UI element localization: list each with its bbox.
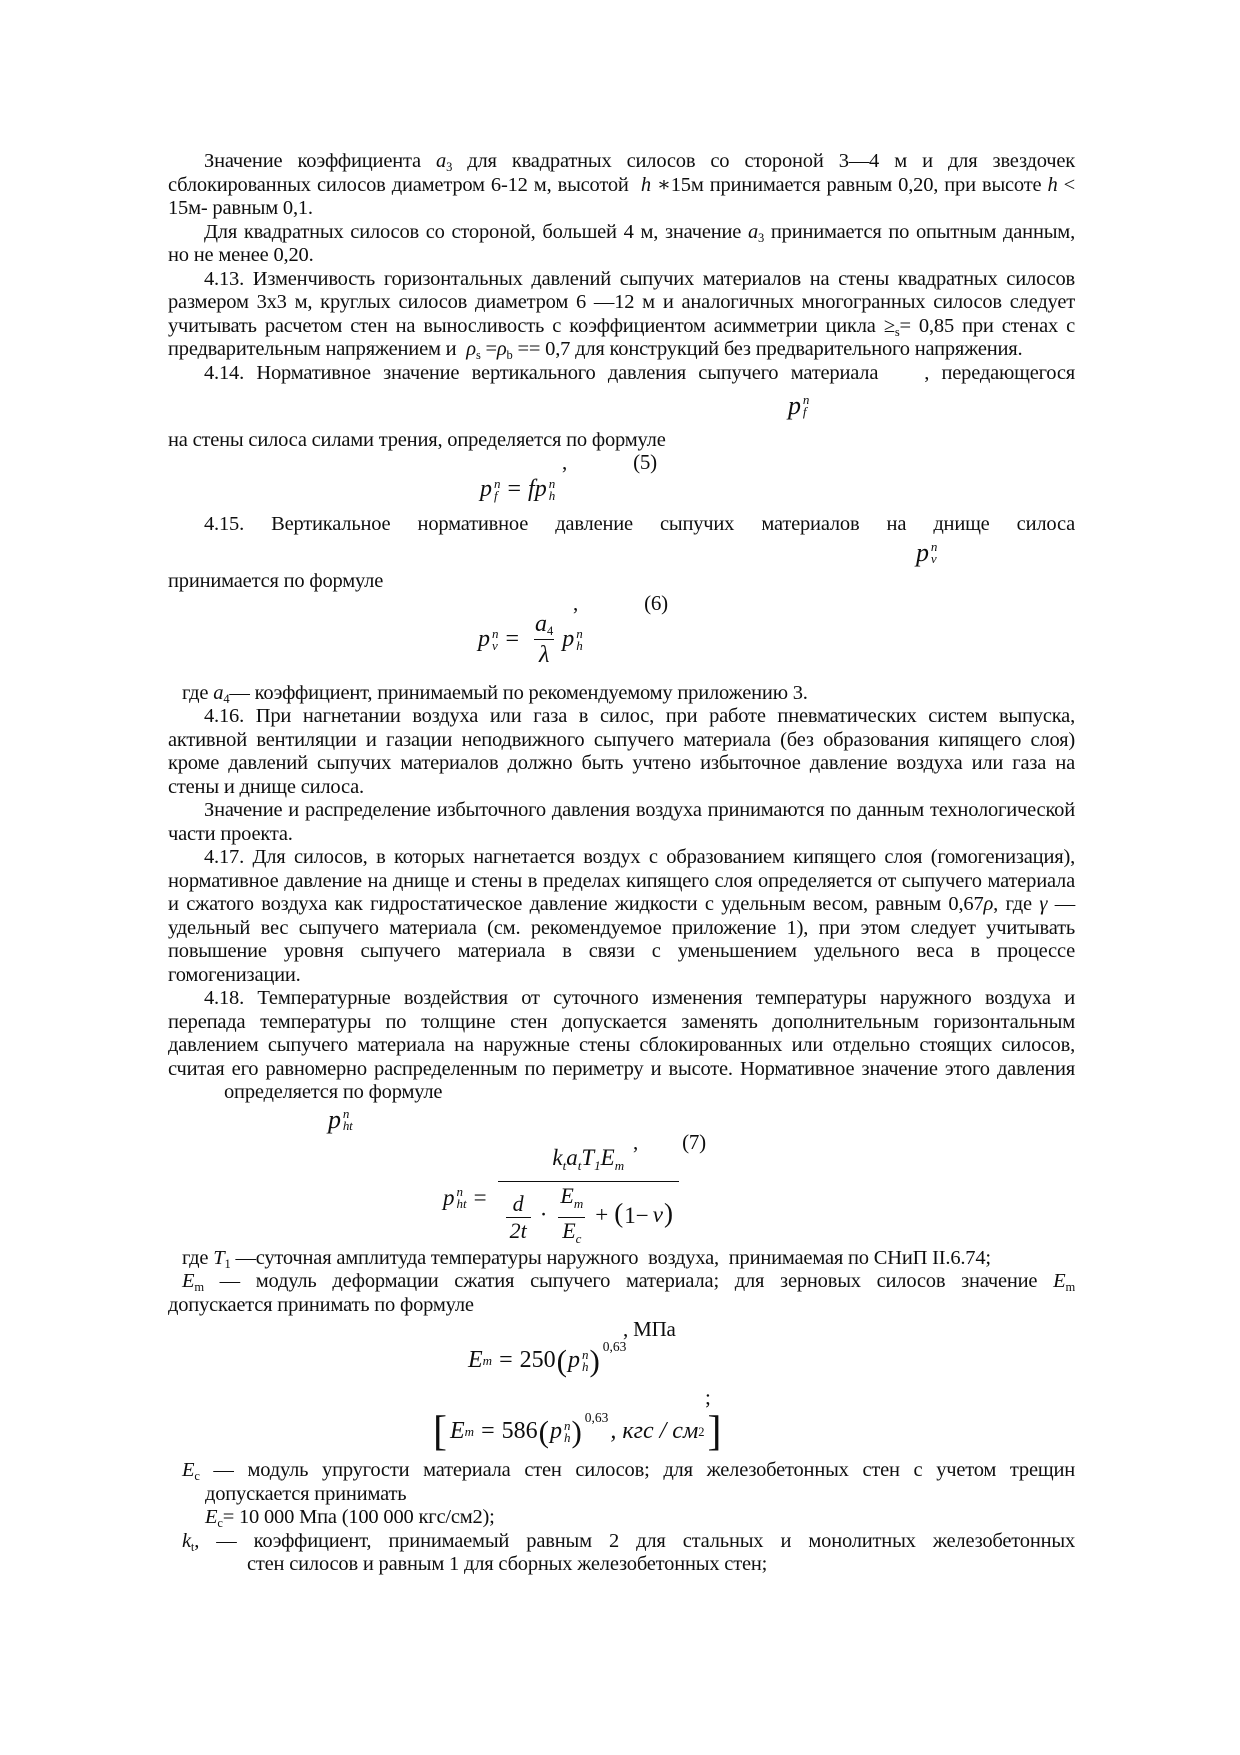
text-run: = 10 000 Мпа (100 000 кгс/см2); [222,1506,495,1528]
comma: , [633,1130,639,1154]
var-E: E [1053,1270,1066,1292]
script-stack [582,1349,589,1373]
paragraph-a3-square-silos [168,221,1075,268]
denominator [558,1217,585,1251]
text-gap [168,1096,224,1098]
text-run: Значение коэффициента [204,150,437,172]
text-run: ∗15м принимается равным 0,20, при высоте [650,173,1048,196]
var-E: E [450,1418,465,1445]
var-p: p [562,625,575,652]
text-run: — модуль деформации сжатия сыпучего материала; для зерновых силосов значение [203,1270,1054,1292]
equals-sign: = [505,625,520,652]
fraction-Em-Ec [556,1184,587,1251]
sub-4: 4 [547,624,554,638]
sup-n: n [456,1183,463,1199]
var-rho: ρ [983,893,994,915]
script-stack [342,1105,353,1133]
text-run: == 0,7 для конструкций без предварительного напряжения. [512,338,1023,360]
fraction-a4-lambda [530,611,558,668]
sub-s: s [475,348,481,362]
text-run: 4.15. Вертикальное нормативное давление сыпучих материалов на днище силоса [204,512,1075,535]
sub-t: t [562,1157,567,1173]
sup-n: n [930,539,938,554]
var-p: p [478,625,490,652]
var-p: p [549,1418,562,1445]
paragraph-4-13 [168,268,1075,362]
sub-3: 3 [446,160,453,174]
equals-sign: = [499,1347,513,1374]
var-a: a [535,611,548,637]
numerator [547,1145,629,1181]
formula-number: (5) [633,450,657,474]
paragraph-pv-continuation [168,570,1075,594]
unit-kgs-cm: , кгс / см [610,1418,699,1445]
var-T: T [581,1144,595,1170]
var-d: d [512,1190,524,1216]
formula-9-label [168,1384,1075,1409]
sub-t: t [577,1157,582,1173]
paragraph-4-15 [168,513,1075,537]
var-a: a [566,1144,578,1170]
number-586: 586 [501,1418,538,1445]
sub-f: f [494,487,498,503]
var-a: a [747,220,759,243]
var-E: E [205,1506,218,1528]
text-run: на стены силоса силами трения, определяется по формуле [168,429,666,451]
equals-sign: = [481,1418,495,1445]
text-run: принимается по формуле [168,570,384,592]
text-run: где [182,681,214,704]
var-p: p [567,1347,580,1374]
paragraph-4-17 [168,846,1075,987]
sup-n: n [492,625,499,641]
sup-n: n [548,475,556,491]
sub-h: h [563,1430,571,1445]
text-run: принимается по опытным данным, но не менее 0,20. [168,220,1075,266]
var-T: T [213,1246,225,1269]
formula-5 [480,473,1075,507]
equals-sign: = [473,1184,487,1210]
fraction-main [498,1145,679,1251]
multiply-dot: · [539,1202,548,1228]
text-run: 4.16. При нагнетании воздуха или газа в силос, при работе пневматических систем выпуска, активной вентиляции и газации неподвижного сыпучего материала (без образования кипящего слоя) кроме давлений сыпучих материалов должно быть учтено избыточное давление воздуха или газа на стены и днище силоса. [168,705,1075,798]
paragraph-kt-definition [182,1529,1075,1554]
var-p: p [328,1104,341,1134]
numerator [556,1184,587,1217]
denominator [506,1217,531,1243]
denominator [534,639,554,668]
sub-m: m [573,1195,584,1211]
exponent: 0,63 [584,1410,609,1426]
text-run: определяется по формуле [224,1081,443,1103]
var-rho: ρ [496,338,507,360]
paragraph-excess-pressure [168,799,1075,846]
sub-m: m [464,1424,475,1440]
script-stack [456,1183,467,1211]
paragraph-kt-definition-continuation [247,1553,1075,1577]
script-stack [494,475,501,503]
text-run: —суточная амплитуда температуры наружного воздуха, принимаемая по СНиП II.6.74; [230,1246,991,1269]
var-a: a [213,681,224,704]
text-run: = [480,338,497,360]
paragraph-a3-coefficient [168,150,1075,221]
fraction-d-2t [506,1192,531,1243]
comma: , [573,591,579,615]
var-gamma: γ [1039,893,1048,915]
sub-v: v [492,637,498,653]
var-nu: ν [652,1202,663,1228]
sub-m: m [1065,1280,1075,1294]
paragraph-where-T1 [168,1247,1075,1271]
paragraph-Em-definition [168,1270,1075,1294]
var-p: p [443,1184,455,1210]
sub-m: m [482,1353,493,1369]
var-gte: ≥ [883,314,895,337]
formula-6 [478,612,1075,668]
text-gap [878,377,924,379]
var-k: k [182,1529,191,1552]
sub-m: m [194,1280,204,1294]
number-250: 250 [519,1347,556,1374]
var-h: h [640,173,651,196]
text-run: 4.18. Температурные воздействия от суточного изменения температуры наружного воздуха и перепада температуры по толщине стен допускается заменять дополнительным горизонтальным давлением сыпучего материала на наружные стены сблокированных или отдельно стоящих силосов, считая его равномерно распределенным по периметру и высоте. Нормативное значение этого давления [168,987,1075,1080]
sub-1: 1 [594,1157,601,1173]
script-stack [931,541,937,565]
paragraph-Em-definition-continuation [168,1294,1075,1318]
sup-n: n [494,475,501,491]
sup-n: n [576,625,583,641]
formula-5-label [168,450,1075,475]
sup-n: n [342,1105,350,1121]
sub-h: h [548,487,556,503]
sub-f: f [802,404,807,419]
sub-1: 1 [224,1256,231,1271]
var-h: h [1047,173,1058,196]
symbol-pv [916,536,1075,570]
sub-c: c [217,1516,223,1530]
text-run: , — коэффициент, принимаемый равным 2 для стальных и монолитных железобетонных [194,1529,1075,1552]
formula-number: (7) [682,1130,706,1154]
text-run: для квадратных силосов со стороной 3—4 м и для звездочек сблокированных силосов диаметром 6-12 м, высотой [168,150,1075,196]
semicolon: ; [705,1384,711,1409]
symbol-pf [788,387,1075,425]
var-E: E [560,1182,574,1208]
var-E: E [182,1270,195,1292]
plus-sign: + [595,1202,609,1228]
sub-c: c [575,1230,582,1246]
text-run: 4.14. Нормативное значение вертикального давления сыпучего материала [204,361,879,384]
text-run: допускается принимать по формуле [168,1293,474,1316]
sup-n: n [563,1418,571,1433]
sup-n: n [581,1347,589,1362]
sub-b: b [506,348,513,362]
sub-h: h [581,1359,589,1374]
numerator [530,611,558,639]
paragraph-Ec-value [205,1506,1075,1530]
sub-ht: ht [456,1195,467,1211]
text-run: = 0,85 при стенах с предварительным напряжением и [168,314,1075,360]
var-p: p [788,391,801,421]
text-run: 4.13. Изменчивость горизонтальных давлений сыпучих материалов на стены квадратных силосов размером 3х3 м, круглых силосов диаметром 6 —12 м и аналогичных многогранных силосов следует учитывать расчетом стен на выносливость с коэффициентом асимметрии цикла [168,267,1075,337]
paragraph-4-18 [168,987,1075,1105]
sup-n: n [802,392,810,407]
formula-7 [443,1144,1075,1246]
text-run: , передающегося [924,361,1075,384]
var-2t: 2t [509,1217,527,1243]
script-stack [548,475,556,503]
equals-sign: = [507,475,522,502]
var-E: E [600,1144,615,1170]
sub-c: c [194,1469,200,1483]
var-rho: ρ [466,338,476,360]
script-stack [576,625,583,653]
paragraph-pf-continuation [168,429,1075,453]
sub-3: 3 [758,230,765,245]
script-stack [492,625,499,653]
paragraph-4-16 [168,705,1075,799]
sub-v: v [930,551,937,566]
var-E: E [562,1217,576,1243]
var-lambda: λ [538,642,550,668]
paragraph-Ec-definition [182,1459,1075,1506]
comma: , [562,450,568,474]
formula-9: [ E m = 586 ( p n h ) 0,63 , кгс / см 2 ] [430,1409,1075,1455]
script-stack [564,1420,571,1444]
var-p: p [916,538,929,568]
sub-ht: ht [342,1117,353,1133]
unit-label: , МПа [623,1316,676,1341]
var-E: E [182,1459,195,1481]
text-run: Значение и распределение избыточного давления воздуха принимаются по данным технологической части проекта. [168,799,1075,845]
denominator [498,1181,679,1251]
sub-h: h [576,637,583,653]
text-one-minus: 1− [624,1202,649,1228]
sub-t: t [190,1539,195,1554]
sub-m: m [614,1157,625,1173]
formula-8: E m = 250 ( p n h ) 0,63 [468,1341,1075,1381]
var-k: k [552,1144,563,1170]
sub-4: 4 [223,691,230,706]
script-stack [803,394,809,418]
numerator [509,1192,528,1217]
var-p: p [480,475,492,502]
var-fp: fp [528,475,547,502]
formula-number: (6) [644,591,668,615]
text-run: где [182,1246,214,1269]
sub-s: s [894,324,900,339]
text-run: — коэффициент, принимаемый по рекомендуемому приложению 3. [229,681,808,704]
var-a: a [436,150,447,172]
left-paren: ( [614,1198,624,1229]
text-run: Для квадратных силосов со стороной, большей 4 м, значение [204,220,748,243]
paragraph-4-14 [168,362,1075,386]
text-run: стен силосов и равным 1 для сборных железобетонных стен; [247,1553,768,1575]
text-run: < 15м- равным 0,1. [168,173,1075,219]
text-run: — модуль упругости материала стен силосов; для железобетонных стен с учетом трещин допускается принимать [199,1459,1075,1505]
text-run: — удельный вес сыпучего материала (см. рекомендуемое приложение 1), при этом следует учитывать повышение уровня сыпучего материала в связи с уменьшением удельного веса в процессе гомогенизации. [168,893,1076,986]
exponent: 0,63 [602,1339,627,1355]
var-E: E [468,1347,483,1374]
right-paren: ) [663,1198,673,1229]
text-run: 4.17. Для силосов, в которых нагнетается воздух с образованием кипящего слоя (гомогенизация), нормативное давление на днище и стены в пределах кипящего слоя определяется от сыпучего материала и сжатого воздуха как гидростатическое давление жидкости с удельным весом, равным 0,67 [168,846,1075,915]
paragraph-where-a4 [168,682,1075,706]
text-run: , где [993,893,1040,915]
